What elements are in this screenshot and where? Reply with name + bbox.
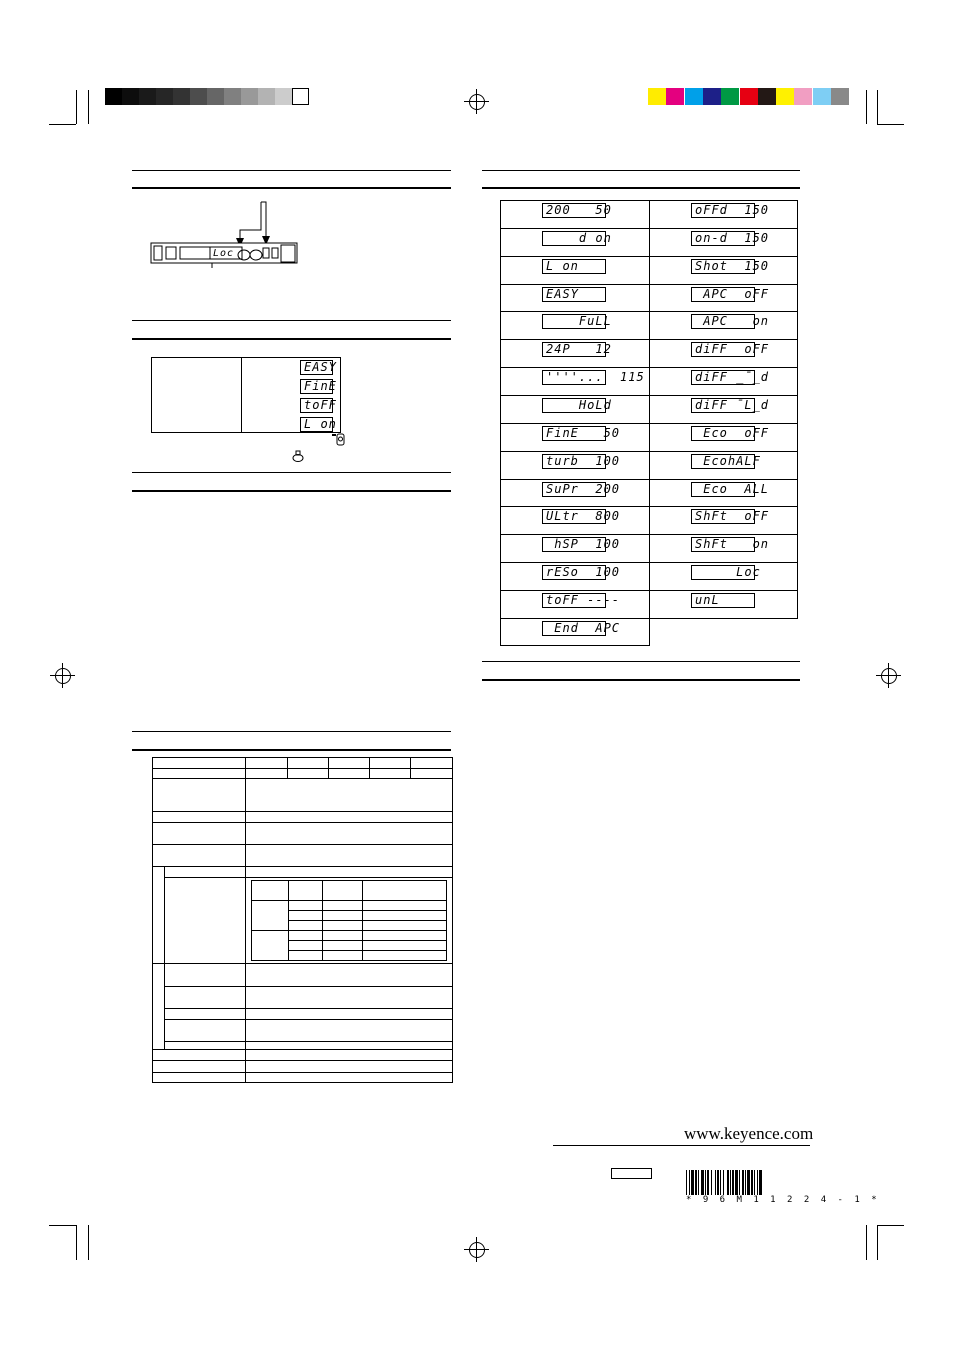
- specifications-table: [152, 757, 453, 1083]
- rule: [482, 170, 800, 171]
- right-setting-display: diFF _¯_d: [691, 370, 755, 385]
- gray-swatch: [207, 88, 224, 105]
- hand-tap-icon: [331, 433, 345, 447]
- gray-swatch: [156, 88, 173, 105]
- document-code-box: [611, 1168, 652, 1179]
- rule: [482, 679, 800, 681]
- right-setting-display: Eco oFF: [691, 426, 755, 441]
- rule: [482, 661, 800, 662]
- left-setting-display: turb 100: [542, 454, 606, 469]
- color-swatch: [703, 88, 721, 105]
- gray-swatch: [105, 88, 122, 105]
- left-setting-display: End APC: [542, 621, 606, 636]
- left-setting-display: ''''... 115: [542, 370, 606, 385]
- color-swatch: [776, 88, 794, 105]
- right-setting-display: Shot 150: [691, 259, 755, 274]
- left-setting-display: 24P 12: [542, 342, 606, 357]
- footer-rule: [553, 1145, 810, 1146]
- registration-mark-bottom-icon: [469, 1242, 485, 1258]
- rule: [132, 490, 451, 492]
- lock-display-text: Loc: [213, 248, 235, 259]
- color-swatch: [721, 88, 739, 105]
- right-setting-display: oFFd 150: [691, 203, 755, 218]
- gray-swatch: [190, 88, 207, 105]
- registration-mark-top-icon: [469, 94, 485, 110]
- left-setting-display: FinE 50: [542, 426, 606, 441]
- barcode-bars-icon: [686, 1170, 810, 1195]
- right-setting-display: APC on: [691, 314, 755, 329]
- left-setting-display: 200 50: [542, 203, 606, 218]
- barcode: [686, 1170, 810, 1195]
- color-swatch: [666, 88, 684, 105]
- mode-item: FinE: [300, 379, 333, 394]
- mode-item: L on: [300, 417, 333, 432]
- gray-swatch: [258, 88, 275, 105]
- sensor-body-icon: [150, 200, 300, 270]
- mode-item: toFF: [300, 398, 333, 413]
- spec-table-grid: [152, 757, 453, 1083]
- rule: [132, 170, 451, 171]
- right-setting-display: ShFt on: [691, 537, 755, 552]
- color-swatch: [831, 88, 849, 105]
- color-swatch: [685, 88, 703, 105]
- left-setting-display: rESo 100: [542, 565, 606, 580]
- right-setting-display: ShFt oFF: [691, 509, 755, 524]
- mode-item: EASY: [300, 360, 333, 375]
- gray-swatch: [292, 88, 309, 105]
- color-swatch: [758, 88, 776, 105]
- left-setting-display: ULtr 800: [542, 509, 606, 524]
- right-setting-display: diFF ¯L_d: [691, 398, 755, 413]
- color-swatch: [794, 88, 812, 105]
- gray-swatch: [275, 88, 292, 105]
- right-setting-display: Loc: [691, 565, 755, 580]
- barcode-number: * 9 6 M 1 1 2 2 4 - 1 *: [686, 1195, 880, 1205]
- left-setting-display: FuLL: [542, 314, 606, 329]
- right-setting-display: unL: [691, 593, 755, 608]
- right-setting-display: diFF oFF: [691, 342, 755, 357]
- website-url[interactable]: www.keyence.com: [684, 1124, 814, 1143]
- color-swatch: [648, 88, 666, 105]
- left-setting-display: EASY: [542, 287, 606, 302]
- rule: [132, 749, 451, 751]
- registration-mark-right-icon: [881, 668, 897, 684]
- left-setting-display: hSP 100: [542, 537, 606, 552]
- color-swatch: [740, 88, 758, 105]
- button-press-icon: [292, 449, 304, 461]
- rule: [482, 187, 800, 189]
- rule: [132, 338, 451, 340]
- gray-swatch: [139, 88, 156, 105]
- gray-swatch: [173, 88, 190, 105]
- sensor-display-illustration: [150, 200, 300, 270]
- left-setting-display: d on: [542, 231, 606, 246]
- left-setting-display: L on: [542, 259, 606, 274]
- rule: [132, 472, 451, 473]
- color-swatch: [813, 88, 831, 105]
- left-setting-display: HoLd: [542, 398, 606, 413]
- left-setting-display: SuPr 200: [542, 482, 606, 497]
- right-setting-display: APC oFF: [691, 287, 755, 302]
- right-setting-display: Eco ALL: [691, 482, 755, 497]
- gray-swatch: [122, 88, 139, 105]
- gray-swatch: [241, 88, 258, 105]
- rule: [132, 187, 451, 189]
- gray-swatch: [224, 88, 241, 105]
- rule: [132, 731, 451, 732]
- registration-mark-left-icon: [55, 668, 71, 684]
- right-setting-display: on-d 150: [691, 231, 755, 246]
- right-setting-display: EcohALF: [691, 454, 755, 469]
- rule: [132, 320, 451, 321]
- left-setting-display: toFF ----: [542, 593, 606, 608]
